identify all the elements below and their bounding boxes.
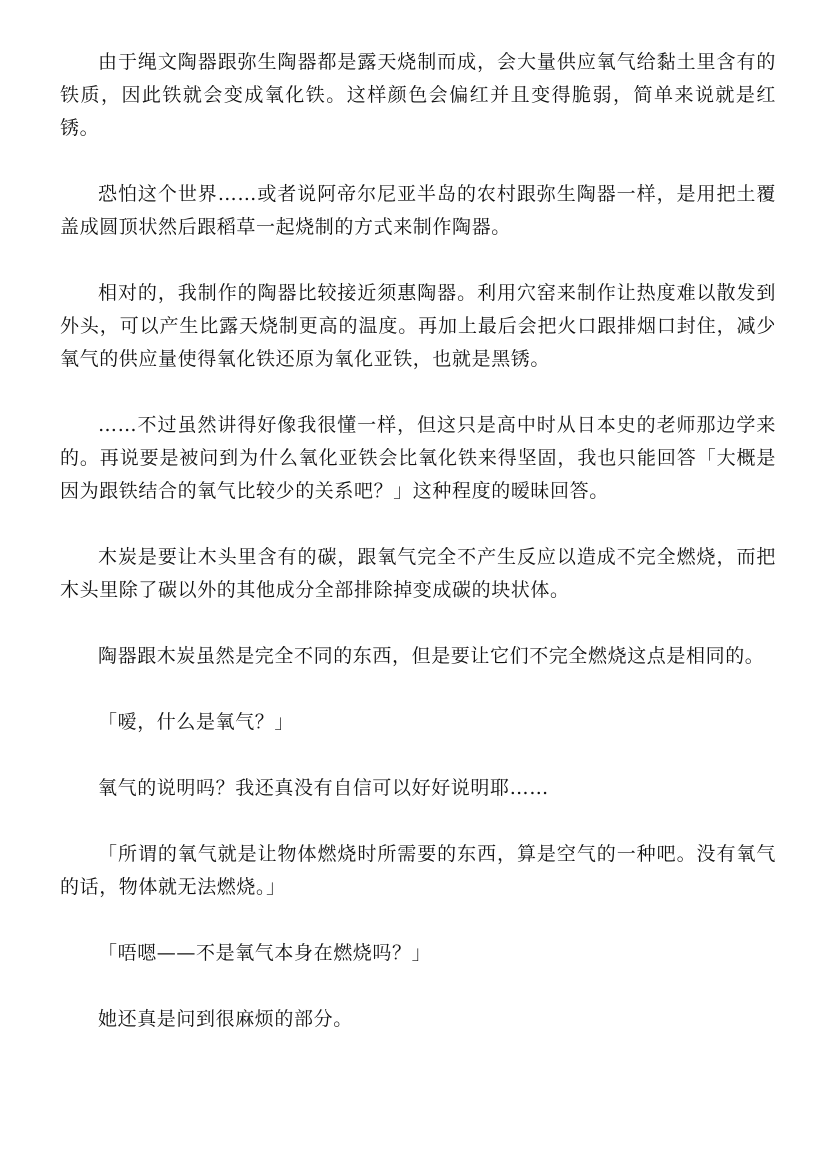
paragraph-7: 氧气的说明吗？我还真没有自信可以好好说明耶…… xyxy=(98,777,549,799)
paragraph-4: ……不过虽然讲得好像我很懂一样，但这只是高中时从日本史的老师那边学来的。再说要是被问到为什么氧化亚铁会比氧化铁来得坚固，我也只能回答「大概是因为跟铁结合的氧气比较少的关系吧？」这种程度的暧昧回答。 xyxy=(60,414,776,502)
dialogue-line-1: 「嗳，什么是氧气？」 xyxy=(98,711,295,733)
paragraph-8: 她还真是问到很麻烦的部分。 xyxy=(98,1008,353,1030)
dialogue-line-3: 「唔嗯——不是氧气本身在燃烧吗？」 xyxy=(98,942,432,964)
paragraph-3: 相对的，我制作的陶器比较接近须惠陶器。利用穴窑来制作让热度难以散发到外头，可以产生比露天烧制更高的温度。再加上最后会把火口跟排烟口封住，减少氧气的供应量使得氧化铁还原为氧化亚铁，也就是黑锈。 xyxy=(60,282,776,370)
paragraph-1: 由于绳文陶器跟弥生陶器都是露天烧制而成，会大量供应氧气给黏土里含有的铁质，因此铁就会变成氧化铁。这样颜色会偏红并且变得脆弱，简单来说就是红锈。 xyxy=(60,51,776,139)
paragraph-6: 陶器跟木炭虽然是完全不同的东西，但是要让它们不完全燃烧这点是相同的。 xyxy=(98,645,765,667)
dialogue-line-2: 「所谓的氧气就是让物体燃烧时所需要的东西，算是空气的一种吧。没有氧气的话，物体就无法燃烧。」 xyxy=(60,843,776,898)
paragraph-5: 木炭是要让木头里含有的碳，跟氧气完全不产生反应以造成不完全燃烧，而把木头里除了碳以外的其他成分全部排除掉变成碳的块状体。 xyxy=(60,546,776,601)
document-page xyxy=(60,46,776,1036)
paragraph-2: 恐怕这个世界……或者说阿帝尔尼亚半岛的农村跟弥生陶器一样，是用把土覆盖成圆顶状然后跟稻草一起烧制的方式来制作陶器。 xyxy=(60,183,776,238)
